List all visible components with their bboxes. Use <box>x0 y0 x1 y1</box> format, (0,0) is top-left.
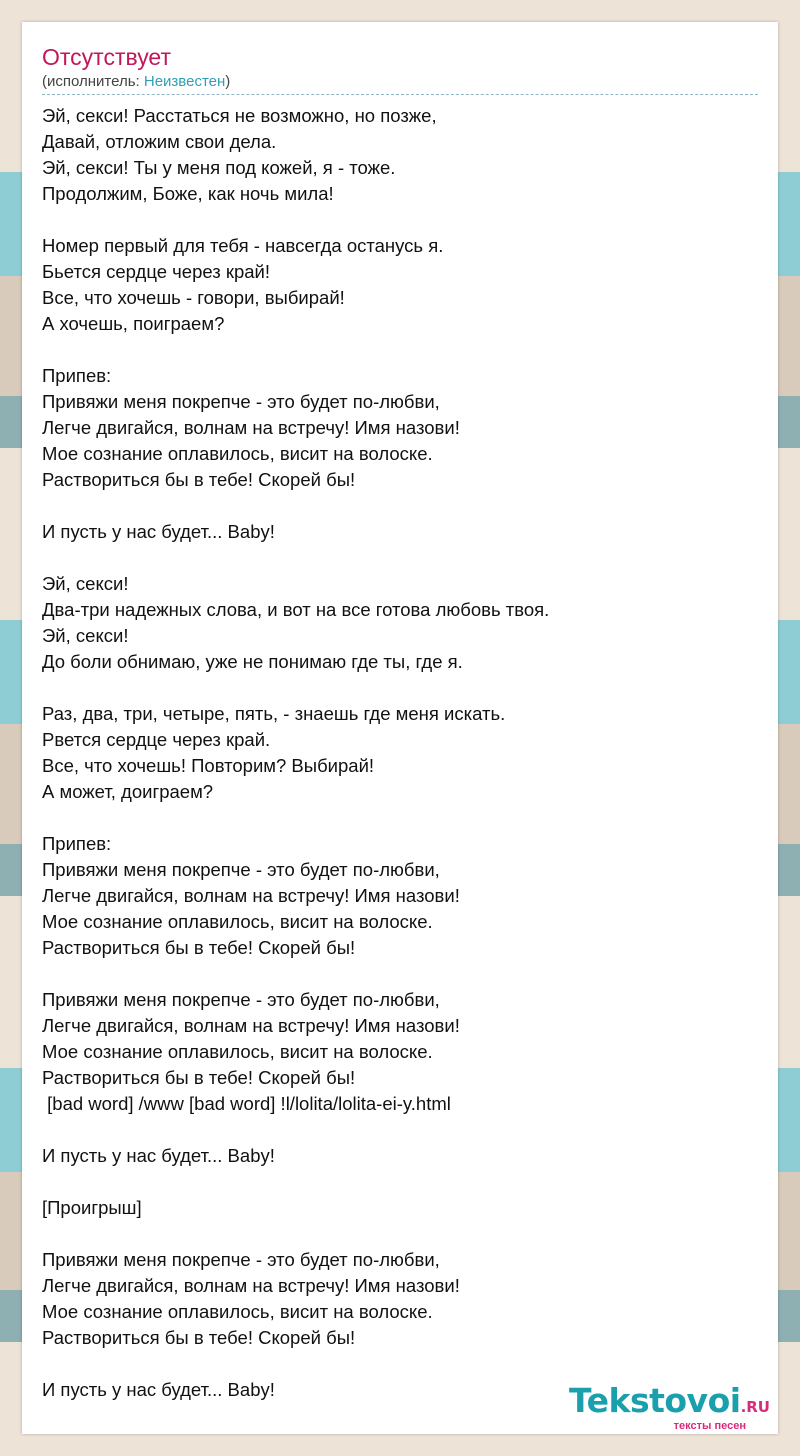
site-logo[interactable] <box>569 1381 770 1432</box>
lyric-line: Все, что хочешь! Повторим? Выбирай! <box>42 755 375 776</box>
lyric-line: Раствориться бы в тебе! Скорей бы! <box>42 1067 356 1088</box>
lyric-blank-line <box>42 1221 758 1247</box>
logo-text: Tekstovoi <box>569 1381 741 1420</box>
lyric-line: Легче двигайся, волнам на встречу! Имя назови! <box>42 1275 460 1296</box>
lyric-line: Мое сознание оплавилось, висит на волоске. <box>42 443 433 464</box>
lyric-blank-line <box>42 1117 758 1143</box>
lyric-blank-line <box>42 961 758 987</box>
lyric-line: Привяжи меня покрепче - это будет по-любви, <box>42 859 440 880</box>
lyric-line: Номер первый для тебя - навсегда останусь я. <box>42 235 444 256</box>
lyric-line: Мое сознание оплавилось, висит на волоске. <box>42 1041 433 1062</box>
lyric-line: Припев: <box>42 365 112 386</box>
lyric-line: Раствориться бы в тебе! Скорей бы! <box>42 1327 356 1348</box>
lyric-blank-line <box>42 805 758 831</box>
lyric-blank-line <box>42 493 758 519</box>
lyrics-card <box>22 22 778 1434</box>
lyric-line: Два-три надежных слова, и вот на все готова любовь твоя. <box>42 599 550 620</box>
lyric-line: Мое сознание оплавилось, висит на волоске. <box>42 1301 433 1322</box>
lyric-line: А хочешь, поиграем? <box>42 313 225 334</box>
lyric-blank-line <box>42 207 758 233</box>
lyric-line: А может, доиграем? <box>42 781 214 802</box>
lyric-line: [bad word] /www [bad word] !l/lolita/lolita-ei-y.html <box>42 1093 451 1114</box>
lyric-blank-line <box>42 1351 758 1377</box>
lyric-line: [Проигрыш] <box>42 1197 142 1218</box>
lyric-blank-line <box>42 337 758 363</box>
lyric-blank-line <box>42 545 758 571</box>
logo-tld: .RU <box>740 1398 770 1416</box>
artist-line <box>42 72 758 95</box>
lyrics-body <box>42 103 758 1403</box>
lyric-line: Припев: <box>42 833 112 854</box>
lyric-line: И пусть у нас будет... Baby! <box>42 1145 275 1166</box>
lyric-line: Все, что хочешь - говори, выбирай! <box>42 287 345 308</box>
lyric-blank-line <box>42 675 758 701</box>
lyric-line: Продолжим, Боже, как ночь мила! <box>42 183 334 204</box>
lyric-line: Раствориться бы в тебе! Скорей бы! <box>42 937 356 958</box>
logo-tagline: тексты песен <box>673 1420 746 1432</box>
song-title: Отсутствует <box>42 44 171 70</box>
lyric-line: Давай, отложим свои дела. <box>42 131 277 152</box>
lyric-line: И пусть у нас будет... Baby! <box>42 521 275 542</box>
lyric-line: Мое сознание оплавилось, висит на волоске. <box>42 911 433 932</box>
lyric-blank-line <box>42 1169 758 1195</box>
lyric-line: Эй, секси! <box>42 625 129 646</box>
artist-suffix: ) <box>225 73 231 90</box>
lyric-line: И пусть у нас будет... Baby! <box>42 1379 275 1400</box>
lyric-line: Раз, два, три, четыре, пять, - знаешь где меня искать. <box>42 703 506 724</box>
lyric-line: Раствориться бы в тебе! Скорей бы! <box>42 469 356 490</box>
lyric-line: Эй, секси! Ты у меня под кожей, я - тоже. <box>42 157 396 178</box>
lyric-line: Легче двигайся, волнам на встречу! Имя назови! <box>42 885 460 906</box>
lyric-line: До боли обнимаю, уже не понимаю где ты, где я. <box>42 651 463 672</box>
lyric-line: Привяжи меня покрепче - это будет по-любви, <box>42 989 440 1010</box>
lyric-line: Бьется сердце через край! <box>42 261 271 282</box>
artist-link[interactable]: Неизвестен <box>143 73 226 90</box>
lyric-line: Эй, секси! Расстаться не возможно, но позже, <box>42 105 437 126</box>
lyric-line: Эй, секси! <box>42 573 129 594</box>
lyric-line: Легче двигайся, волнам на встречу! Имя назови! <box>42 1015 460 1036</box>
artist-prefix: (исполнитель: <box>42 73 144 90</box>
lyric-line: Легче двигайся, волнам на встречу! Имя назови! <box>42 417 460 438</box>
lyric-line: Привяжи меня покрепче - это будет по-любви, <box>42 391 440 412</box>
lyric-line: Рвется сердце через край. <box>42 729 271 750</box>
lyric-line: Привяжи меня покрепче - это будет по-любви, <box>42 1249 440 1270</box>
